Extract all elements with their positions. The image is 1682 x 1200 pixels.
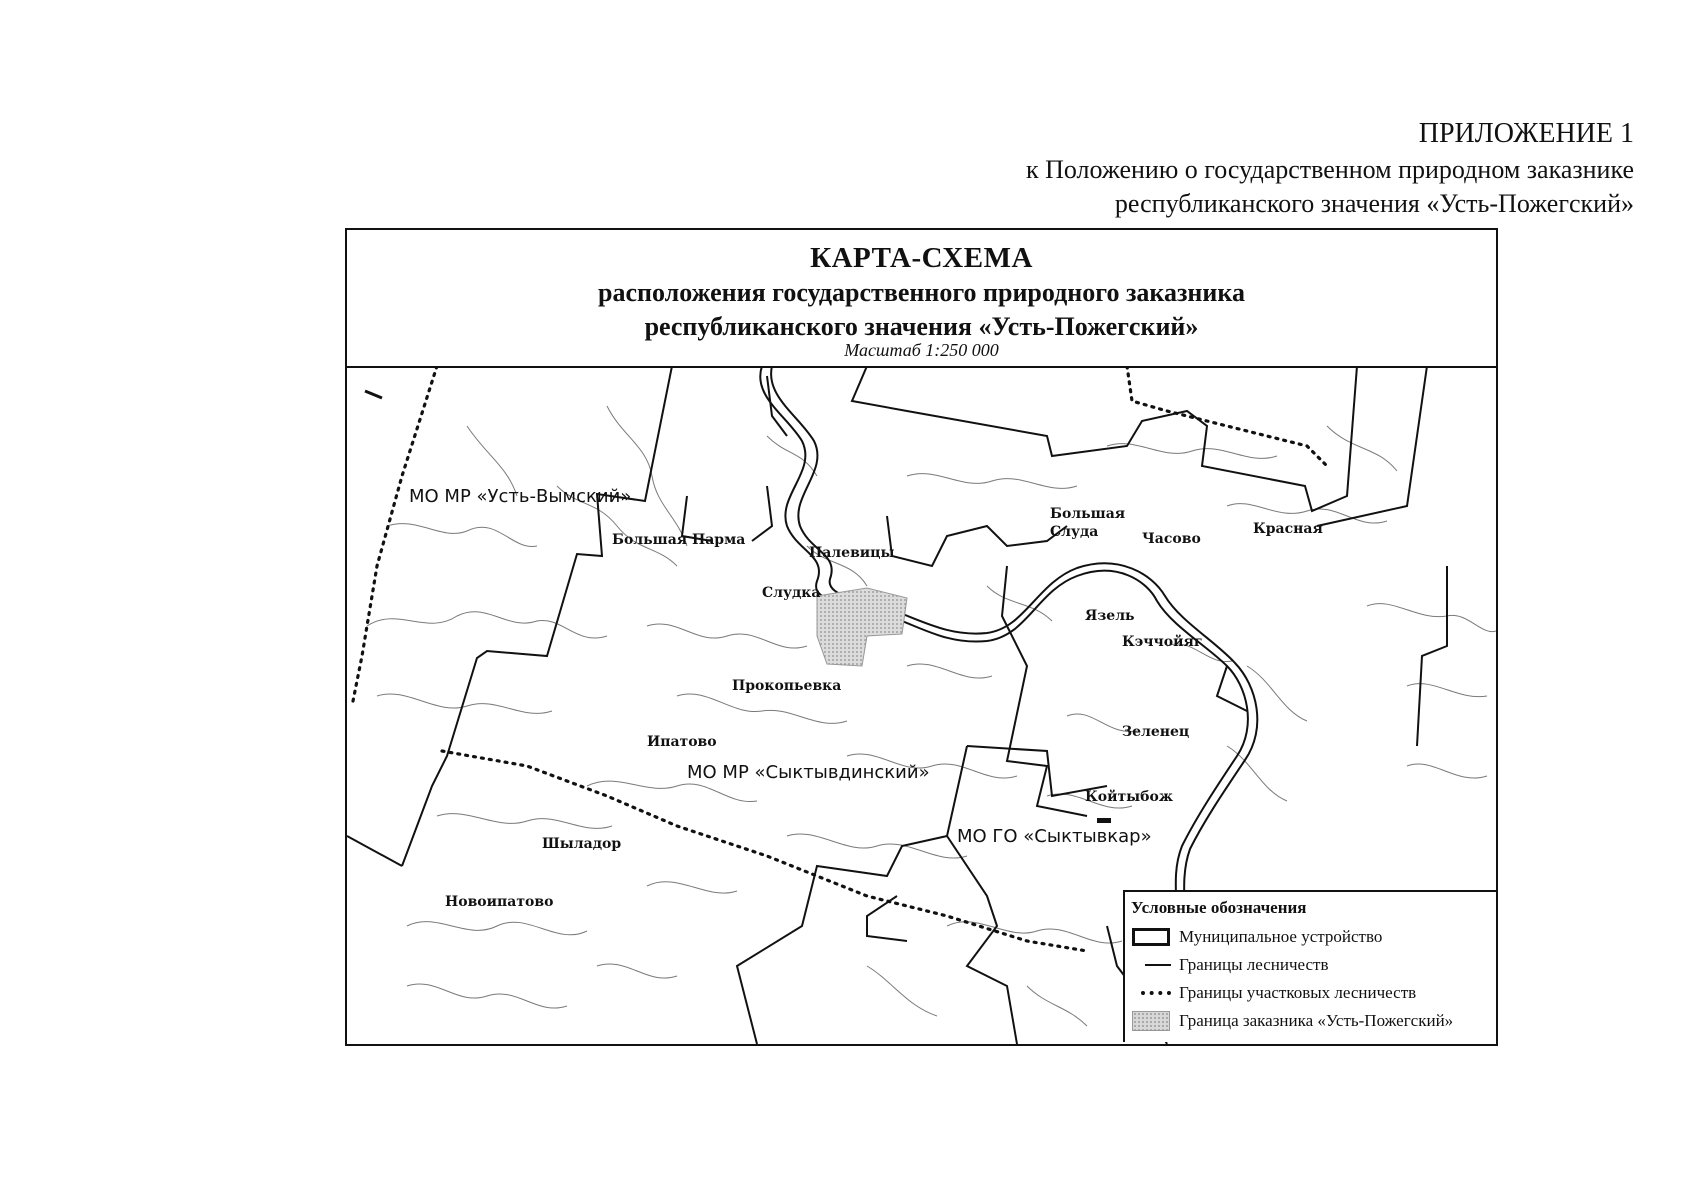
settlement-label: Большая (1050, 506, 1126, 522)
settlement-label: Палевицы (809, 545, 895, 561)
legend-item-label: Границы лесничеств (1179, 955, 1329, 974)
settlement-label: Новоипатово (445, 894, 554, 910)
region-label: МО МР «Сыктывдинский» (687, 762, 930, 783)
appendix-title: ПРИЛОЖЕНИЕ 1 (1418, 118, 1634, 149)
solid-line-symbol-icon (1129, 955, 1173, 975)
legend-item-label: Муниципальное устройство (1179, 927, 1383, 946)
reserve-area (817, 588, 907, 666)
legend-item-label: Граница заказника «Усть-Пожегский» (1179, 1011, 1454, 1030)
dotted-line-symbol-icon (1129, 983, 1173, 1003)
municipality-symbol-icon (1129, 927, 1173, 947)
map-legend (1123, 890, 1496, 1042)
settlement-label: Ипатово (647, 734, 717, 750)
map-header (347, 230, 1496, 368)
settlement-label: Кэччойяг (1122, 634, 1203, 650)
settlement-label: Часово (1142, 531, 1201, 547)
hatched-area-symbol-icon (1129, 1011, 1173, 1031)
legend-title: Условные обозначения (1131, 898, 1307, 917)
region-label: МО ГО «Сыктывкар» (957, 826, 1152, 847)
settlement-label: Слуда (1050, 524, 1099, 540)
legend-item-forestry (1129, 952, 1328, 978)
map-area (347, 366, 1496, 1044)
legend-item-local-forestry (1129, 980, 1416, 1006)
settlement-label: Красная (1253, 521, 1323, 537)
settlement-label: Шыладор (542, 836, 622, 852)
legend-item-label: Границы участковых лесничеств (1179, 983, 1417, 1002)
map-scale: Масштаб 1:250 000 (844, 340, 999, 360)
map-title: КАРТА-СХЕМА (810, 242, 1033, 274)
map-subtitle-line2: республиканского значения «Усть-Пожегский» (644, 312, 1199, 341)
legend-item-reserve (1129, 1008, 1453, 1034)
settlement-label: Прокопьевка (732, 678, 842, 694)
settlement-label: Большая Парма (612, 532, 746, 548)
settlement-label: Слудка (762, 585, 821, 601)
map-frame (345, 228, 1498, 1046)
settlement-label: Зеленец (1122, 724, 1190, 740)
settlement-label: Язель (1085, 608, 1135, 624)
region-label: МО МР «Усть-Вымский» (409, 486, 632, 507)
corner-mark (365, 391, 382, 398)
koitybozh-marker (1097, 818, 1111, 823)
map-subtitle-line1: расположения государственного природного заказника (598, 278, 1245, 307)
appendix-subtitle-line2: республиканского значения «Усть-Пожегский» (1114, 189, 1634, 218)
appendix-subtitle-line1: к Положению о государственном природном заказнике (1025, 155, 1634, 184)
legend-item-municipality (1129, 924, 1382, 950)
settlement-label: Койтыбож (1085, 789, 1173, 805)
